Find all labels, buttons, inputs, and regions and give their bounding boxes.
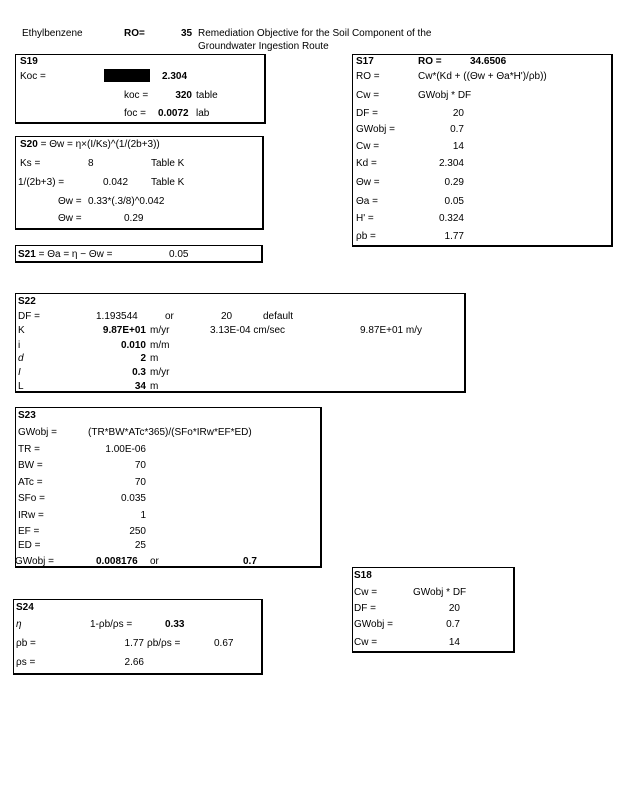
s23-row-value: 1.00E-06 — [105, 444, 146, 455]
s23-row-value: 0.035 — [120, 493, 146, 504]
s24-rhob-ratio: ρb/ρs = — [147, 638, 181, 649]
s17-row-label: Θw = — [356, 177, 380, 188]
s17-row-value: GWobj * DF — [418, 90, 472, 101]
s21-value: 0.05 — [169, 249, 189, 260]
s20-header — [20, 139, 160, 151]
s17-title: S17 — [356, 56, 374, 67]
s17-ro-value: 34.6506 — [470, 56, 507, 67]
s19-koc-value: 2.304 — [162, 71, 188, 82]
s19-kod-note: table — [196, 90, 218, 101]
s18-row-label: Cw = — [354, 587, 378, 598]
title-line-2: Groundwater Ingestion Route — [198, 41, 329, 52]
s21-header — [18, 249, 113, 261]
s20-tw-label: Θw = — [58, 213, 82, 224]
s22-i-label: i — [18, 340, 21, 351]
s23-title: S23 — [18, 410, 36, 421]
header-ro-value: 35 — [181, 28, 193, 39]
s17-row-value: 2.304 — [438, 158, 464, 169]
s22-k-unit: m/yr — [150, 325, 170, 336]
s23-row-label: EF = — [18, 526, 40, 537]
s23-row-value: 250 — [129, 526, 146, 537]
s24-title: S24 — [16, 602, 34, 613]
s23-row-label: ATc = — [18, 477, 43, 488]
s22-title: S22 — [18, 296, 36, 307]
redaction-bar — [104, 69, 150, 82]
s21-formula: = Θa = η − Θw = — [38, 249, 113, 260]
s17-row-label: Cw = — [356, 90, 380, 101]
s17-row-label: Kd = — [356, 158, 377, 169]
s22-df-alt: 20 — [221, 311, 233, 322]
s24-eta-formula: 1-ρb/ρs = — [90, 619, 133, 630]
s23-row-label: ED = — [18, 540, 41, 551]
s17-row-label: DF = — [356, 108, 378, 119]
s17-row-value: 0.29 — [444, 177, 464, 188]
s20-ks-label: Ks = — [20, 158, 41, 169]
header-ro-label: RO= — [124, 28, 145, 39]
s18-title: S18 — [354, 570, 372, 581]
s17-row-label: RO = — [356, 71, 380, 82]
s17-row-label: Cw = — [356, 141, 380, 152]
s24-eta-value: 0.33 — [165, 619, 185, 630]
s23-result-alt: 0.7 — [243, 556, 257, 567]
s20-tw-value: 0.29 — [124, 213, 144, 224]
s20-tw-formula-label: Θw = — [58, 196, 82, 207]
s18-row-value: 14 — [448, 637, 460, 648]
s23-row-value: 1 — [140, 510, 146, 521]
s19-koc-label: Koc = — [20, 71, 46, 82]
title-line-1: Remediation Objective for the Soil Component of the — [198, 28, 432, 39]
s22-d-unit: m — [150, 353, 159, 364]
s20-ks-value: 8 — [88, 158, 94, 169]
s17-row-value: 14 — [452, 141, 464, 152]
s22-k-alt: 9.87E+01 m/y — [360, 325, 422, 336]
s19-foc-note: lab — [196, 108, 210, 119]
s22-d-value: 2 — [140, 353, 146, 364]
s20-formula: = Θw = η×(I/Ks)^(1/(2b+3)) — [40, 139, 160, 150]
s22-k-value: 9.87E+01 — [102, 325, 146, 336]
s19-foc-value: 0.0072 — [158, 108, 189, 119]
s23-row-label: IRw = — [18, 510, 44, 521]
s22-infil-unit: m/yr — [150, 367, 170, 378]
s23-result-value: 0.008176 — [96, 556, 138, 567]
s17-row-value: 0.05 — [444, 196, 464, 207]
s17-row-label: H' = — [356, 213, 374, 224]
s17-row-value: Cw*(Kd + ((Θw + Θa*H')/ρb)) — [418, 71, 547, 82]
s22-df-label: DF = — [18, 311, 40, 322]
s20-title: S20 — [20, 139, 38, 150]
s23-row-label: TR = — [18, 444, 40, 455]
s17-row-label: Θa = — [356, 196, 378, 207]
s17-row-value: 20 — [452, 108, 464, 119]
s23-row-value: 70 — [134, 460, 146, 471]
s23-formula: (TR*BW*ATc*365)/(SFo*IRw*EF*ED) — [88, 427, 252, 438]
s18-row-value: 20 — [448, 603, 460, 614]
s19-title: S19 — [20, 56, 38, 67]
s22-df-or: or — [165, 311, 174, 322]
s17-row-value: 1.77 — [444, 231, 464, 242]
s23-row-label: SFo = — [18, 493, 45, 504]
s17-row-label: GWobj = — [356, 124, 395, 135]
s22-k-cm: 3.13E-04 cm/sec — [210, 325, 286, 336]
s17-row-value: 0.324 — [438, 213, 464, 224]
s23-row-value: 25 — [134, 540, 146, 551]
s18-row-value: 0.7 — [446, 619, 460, 630]
s20-tw-formula: 0.33*(.3/8)^0.042 — [88, 196, 165, 207]
s20-ks-note: Table K — [151, 158, 185, 169]
s22-df-value: 1.193544 — [96, 311, 138, 322]
s20-exp-value: 0.042 — [103, 177, 129, 188]
s21-title: S21 — [18, 249, 36, 260]
s19-kod-value: 320 — [175, 90, 192, 101]
s22-infil-value: 0.3 — [132, 367, 146, 378]
s23-result-label: GWobj = — [15, 556, 54, 567]
s17-ro-label: RO = — [418, 56, 442, 67]
s18-row-label: Cw = — [354, 637, 378, 648]
s23-row-label: BW = — [18, 460, 43, 471]
s20-exp-label: 1/(2b+3) = — [18, 177, 65, 188]
s24-eta-label: η — [16, 619, 22, 630]
s24-rhob-value: 1.77 — [124, 638, 144, 649]
s17-row-label: ρb = — [356, 231, 376, 242]
s22-i-unit: m/m — [150, 340, 170, 351]
chemical-name: Ethylbenzene — [22, 28, 83, 39]
s22-df-note: default — [263, 311, 294, 322]
s18-row-value: GWobj * DF — [413, 587, 467, 598]
s19-kod-label: koc = — [124, 90, 149, 101]
s23-row-value: 70 — [134, 477, 146, 488]
s18-row-label: GWobj = — [354, 619, 393, 630]
s22-L-label: L — [18, 381, 24, 392]
s24-rhos-value: 2.66 — [124, 657, 144, 668]
s20-exp-note: Table K — [151, 177, 185, 188]
s22-L-unit: m — [150, 381, 159, 392]
s24-rhos-label: ρs = — [16, 657, 36, 668]
s23-result-or: or — [150, 556, 159, 567]
s22-i-value: 0.010 — [120, 340, 146, 351]
s24-rhob-label: ρb = — [16, 638, 36, 649]
s24-rhob-ratio-value: 0.67 — [214, 638, 234, 649]
s23-gw-label: GWobj = — [18, 427, 57, 438]
s22-d-label: d — [18, 353, 24, 364]
s18-row-label: DF = — [354, 603, 376, 614]
s22-infil-label: I — [18, 367, 21, 378]
s17-row-value: 0.7 — [450, 124, 464, 135]
s22-k-label: K — [18, 325, 25, 336]
s19-foc-label: foc = — [124, 108, 146, 119]
s22-L-value: 34 — [134, 381, 146, 392]
